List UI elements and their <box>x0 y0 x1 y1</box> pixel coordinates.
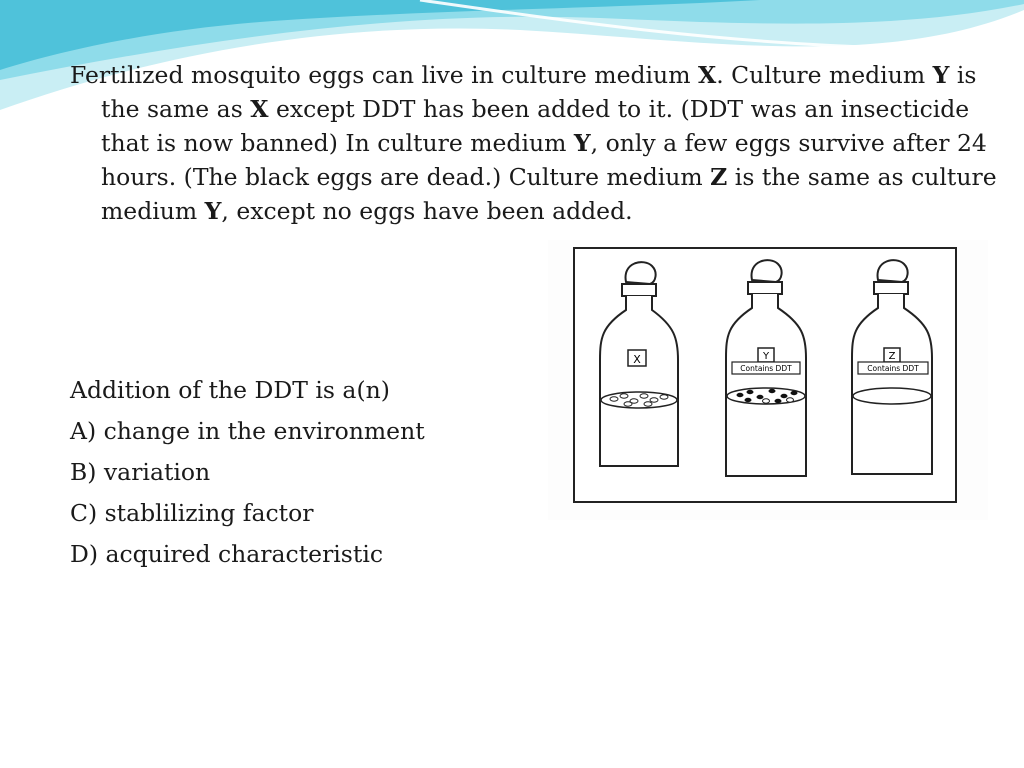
bottle-y-neck-ring <box>748 282 782 294</box>
dead-egg <box>747 390 754 394</box>
intro-text-2: . Culture medium <box>716 61 933 89</box>
bottle-z-neck-ring <box>874 282 908 294</box>
bottles-illustration <box>548 240 988 520</box>
live-egg <box>660 395 668 399</box>
option-a: A) change in the environment <box>70 417 425 445</box>
bottle-z-liquid-surface <box>853 388 931 404</box>
bottle-y-caption: Contains DDT <box>740 364 792 373</box>
live-egg <box>610 397 618 401</box>
intro-text-3: is the same as <box>101 61 977 123</box>
intro-text-5: , only a few eggs survive after 24 hours. (The black eggs are dead.) Culture medium <box>101 129 987 191</box>
option-d: D) acquired characteristic <box>70 540 383 568</box>
bottle-z-stopper <box>878 260 908 282</box>
intro-text-6: is the same as culture medium <box>101 163 997 225</box>
intro-text-1: Fertilized mosquito eggs can live in culture medium <box>70 61 698 89</box>
option-b: B) variation <box>70 458 211 486</box>
bottle-x-stopper <box>626 262 656 284</box>
intro-text-7: , except no eggs have been added. <box>221 197 633 225</box>
dead-egg <box>791 391 798 395</box>
live-egg <box>787 398 794 402</box>
dead-egg <box>775 399 782 403</box>
dead-egg <box>737 393 744 397</box>
live-egg <box>763 399 770 403</box>
dead-egg <box>745 398 752 402</box>
medium-x-label: X <box>250 95 269 123</box>
option-c: C) stablilizing factor <box>70 499 314 527</box>
bottle-x-letter: X <box>633 353 641 366</box>
medium-y-label: Y <box>932 61 950 89</box>
bottle-y-body <box>726 294 806 476</box>
medium-y-label: Y <box>204 197 222 225</box>
dead-egg <box>769 389 776 393</box>
live-egg <box>644 402 652 406</box>
intro-text-4: except DDT has been added to it. (DDT was an insecticide that is now banned) In culture medium <box>101 95 970 157</box>
intro-paragraph <box>70 58 1001 228</box>
live-egg <box>624 402 632 406</box>
bottle-z-body <box>852 294 932 474</box>
live-egg <box>620 394 628 398</box>
live-egg <box>650 398 658 402</box>
bottle-x-neck-ring <box>622 284 656 296</box>
question-stem: Addition of the DDT is a(n) <box>70 376 390 404</box>
bottle-y-stopper <box>752 260 782 282</box>
bottle-z-caption: Contains DDT <box>867 364 919 373</box>
medium-x-label: X <box>697 61 717 89</box>
medium-y-label: Y <box>573 129 591 157</box>
bottle-z-letter: Z <box>888 351 896 362</box>
live-egg <box>640 394 648 398</box>
question-block <box>70 370 425 575</box>
medium-z-label: Z <box>710 163 728 191</box>
dead-egg <box>757 395 764 399</box>
dead-egg <box>781 394 788 398</box>
bottle-y-letter: Y <box>762 351 770 362</box>
bottle-x-body <box>600 296 678 466</box>
bottles-figure <box>548 240 988 520</box>
